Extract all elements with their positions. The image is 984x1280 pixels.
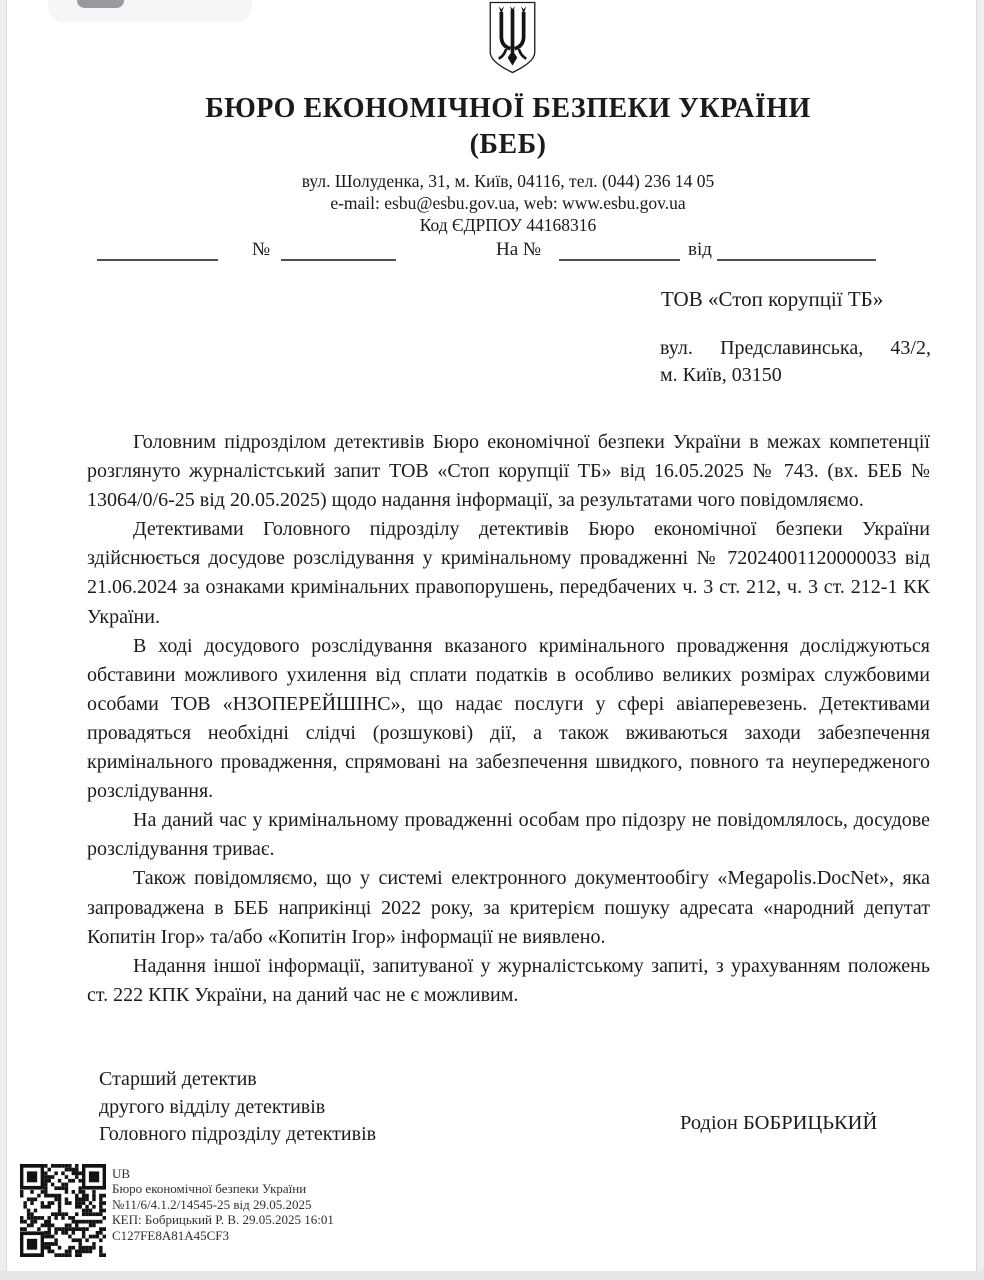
qr-code xyxy=(20,1164,106,1257)
paragraph-1: Головним підрозділом детективів Бюро економічної безпеки України в межах компетенції розглянуто журналістський запит ТОВ «Стоп корупції ТБ» від 16.05.2025 № 743. (вх. БЕБ № 13064/0/6-25 від 20.05.2025) щодо надання інформації, за результатами чого повідомляємо. xyxy=(87,431,930,512)
org-name-line1: БЮРО ЕКОНОМІЧНОЇ БЕЗПЕКИ УКРАЇНИ xyxy=(205,93,811,124)
blank-number-line xyxy=(281,242,396,261)
paragraph-5: Також повідомляємо, що у системі електронного документообігу «Megapolis.DocNet», яка запроваджена в БЕБ наприкінці 2022 року, за критерієм пошуку адресата «народний депутат Копитін Ігор» та/або «Копитін Ігор» інформації не виявлено. xyxy=(87,867,930,948)
ukraine-trident-emblem-icon xyxy=(486,1,539,74)
stamp-line2: Бюро економічної безпеки України xyxy=(112,1181,307,1197)
blank-from-date-line xyxy=(717,242,876,261)
recipient-address-line1: вул. Предславинська, 43/2, xyxy=(660,337,931,359)
stamp-line4: КЕП: Бобрицький Р. В. 29.05.2025 16:01 xyxy=(112,1212,334,1228)
stamp-line5: C127FE8A81A45CF3 xyxy=(112,1227,230,1243)
contact-address: вул. Шолуденка, 31, м. Київ, 04116, тел. (044) 236 14 05 xyxy=(301,171,715,191)
paragraph-6: Надання іншої інформації, запитуваної у журналістському запиті, з урахуванням положень ст. 222 КПК України, на даний час не є можливим. xyxy=(87,954,930,1006)
recipient-name: ТОВ «Стоп корупції ТБ» xyxy=(661,287,884,311)
stamp-line1: UB xyxy=(112,1166,131,1181)
page-right-edge xyxy=(976,0,984,1280)
signature-name: Родіон БОБРИЦЬКИЙ xyxy=(680,1112,878,1134)
number-label: № xyxy=(252,239,271,260)
blank-date-line xyxy=(97,242,218,261)
recipient-address xyxy=(660,335,931,388)
stamp-text xyxy=(112,1166,334,1243)
signature-position-line3: Головного підрозділу детективів xyxy=(99,1123,377,1146)
contact-email-web: e-mail: esbu@esbu.gov.ua, web: www.esbu.gov.ua xyxy=(330,193,686,213)
signature-position-line1: Старший детектив xyxy=(99,1068,257,1090)
org-name-line2: (БЕБ) xyxy=(469,129,547,160)
recipient-address-line2: м. Київ, 03150 xyxy=(660,364,782,386)
page-left-edge xyxy=(0,0,7,1280)
contact-edrpou: Код ЄДРПОУ 44168316 xyxy=(419,215,597,235)
blank-on-number-line xyxy=(559,242,680,261)
paragraph-4: На даний час у кримінальному провадженні особам про підозру не повідомлялось, досудове розслідування триває. xyxy=(87,809,930,861)
body-paragraphs xyxy=(87,428,930,1010)
paragraph-2: Детективами Головного підрозділу детективів Бюро економічної безпеки України здійснюється досудове розслідування у кримінальному провадженні № 72024001120000033 від 21.06.2024 за ознаками кримінальних правопорушень, передбачених ч. 3 ст. 212, ч. 3 ст. 212-1 КК України. xyxy=(87,518,930,628)
handle-pill-icon xyxy=(77,0,124,8)
paragraph-3: В ході досудового розслідування вказаного кримінального провадження досліджуються обставини можливого ухилення від сплати податків в особливо великих розмірах службовими особами ТОВ «НЗОПЕРЕЙШІНС», що надає послуги у сфері авіаперевезень. Детективами провадяться необхідні слідчі (розшукові) дії, а також вживаються заходи забезпечення кримінального провадження, спрямовані на забезпечення швидкого, повного та неупередженого розслідування. xyxy=(87,634,930,803)
stamp-line3: №11/6/4.1.2/14545-25 від 29.05.2025 xyxy=(112,1196,312,1212)
bottom-ui-bar xyxy=(0,1271,984,1280)
signature-position xyxy=(99,1066,376,1149)
on-number-label: На № xyxy=(496,239,542,260)
signature-position-line2: другого відділу детективів xyxy=(99,1095,326,1118)
from-label: від xyxy=(688,239,712,260)
